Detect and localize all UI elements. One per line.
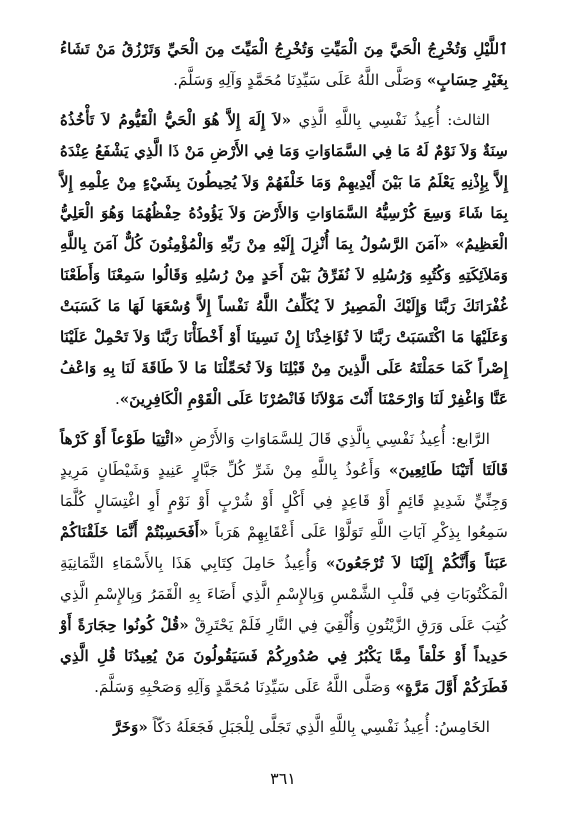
quran-verse: «ائْتِيَا طَوْعاً أَوْ كَرْهاً قَالَتَا أَتَيْنَا طَائِعِينَ» <box>60 430 508 479</box>
prose-text: الخَامِسُ: أُعِيذُ نَفْسِي بِاللَّهِ الَّذِي تَجَلَّى لِلْجَبَلِ فَجَعَلَهُ دَكّاً <box>147 718 490 736</box>
quran-verse: «لاَ إِلَهَ إِلاَّ هُوَ الْحَيُّ الْقَيُّومُ لاَ تَأْخُذُهُ سِنَةٌ وَلاَ نَوْمٌ لَهُ مَا فِي السَّمَاوَاتِ وَمَا فِي الأَرْضِ مَنْ ذَا الَّذِي يَشْفَعُ عِنْدَهُ إِلاَّ بِإِذْنِهِ يَعْلَمُ مَا بَيْنَ أَيْدِيهِمْ وَمَا خَلْفَهُمْ وَلاَ يُحِيطُونَ بِشَيْءٍ مِنْ عِلْمِهِ إِلاَّ بِمَا شَاءَ وَسِعَ كُرْسِيُّهُ السَّمَاوَاتِ وَالأَرْضَ وَلاَ يَؤُودُهُ حِفْظُهُمَا وَهُوَ الْعَلِيُّ الْعَظِيمُ» «آمَنَ الرَّسُولُ بِمَا أُنْزِلَ إِلَيْهِ مِنْ رَبِّهِ وَالْمُؤْمِنُونَ كُلٌّ آمَنَ بِاللَّهِ وَمَلاَئِكَتِهِ وَكُتُبِهِ وَرُسُلِهِ لاَ نُفَرِّقُ بَيْنَ أَحَدٍ مِنْ رُسُلِهِ وَقَالُوا سَمِعْنَا وَأَطَعْنَا غُفْرَانَكَ رَبَّنَا وَإِلَيْكَ الْمَصِيرُ لاَ يُكَلِّفُ اللَّهُ نَفْساً إِلاَّ وُسْعَهَا لَهَا مَا كَسَبَتْ وَعَلَيْهَا مَا اكْتَسَبَتْ رَبَّنَا لاَ تُؤَاخِذْنَا إِنْ نَسِينَا أَوْ أَخْطَأْنَا رَبَّنَا وَلاَ تَحْمِلْ عَلَيْنَا إِصْراً كَمَا حَمَلْتَهُ عَلَى الَّذِينَ مِنْ قَبْلِنَا وَلاَ تُحَمِّلْنَا مَا لاَ طَاقَةَ لَنَا بِهِ وَاعْفُ عَنَّا وَاغْفِرْ لَنَا وَارْحَمْنَا أَنْتَ مَوْلاَنَا فَانْصُرْنَا عَلَى الْقَوْمِ الْكَافِرِينَ» <box>60 111 508 408</box>
paragraph-fifth <box>60 712 508 743</box>
paragraph-fourth <box>60 424 508 703</box>
prose-text: وَأُعِيذُ حَامِلَ كِتَابِي هَذَا بِالأَسْمَاءِ الثَّمَانِيَةِ الْمَكْتُوبَاتِ فِي قَلْبِ الشَّمْسِ وَبِالإِسْمِ الَّذِي أَضَاءَ بِهِ الْقَمَرُ وَبِالإِسْمِ الَّذِي كُتِبَ عَلَى وَرَقِ الزَّيْتُونِ وَأُلْقِيَ فِي النَّارِ فَلَمْ يَحْتَرِقْ <box>60 554 508 634</box>
prose-text: وَصَلَّى اللَّهُ عَلَى سَيِّدِنَا مُحَمَّدٍ وَآلِهِ وَسَلَّمَ. <box>173 71 427 89</box>
paragraph-continuation <box>60 34 508 96</box>
prose-text: وَأَعُوذُ بِاللَّهِ مِنْ شَرِّ كُلِّ جَبَّارٍ عَنِيدٍ وَشَيْطَانٍ مَرِيدٍ وَجِنِّيٍّ شَدِيدٍ قَائِمٍ أَوْ قَاعِدٍ فِي أَكْلٍ أَوْ شُرْبٍ أَوْ نَوْمٍ أَوِ اغْتِسَالٍ كُلَّمَا سَمِعُوا بِذِكْرِ آيَاتِ اللَّهِ تَوَلَّوْا عَلَى أَعْقَابِهِمْ هَرَباً <box>60 461 508 541</box>
quran-verse: «قُلْ كُونُوا حِجَارَةً أَوْ حَدِيداً أَوْ خَلْقاً مِمَّا يَكْبُرُ فِي صُدُورِكُمْ فَسَيَقُولُونَ مَنْ يُعِيدُنَا قُلِ الَّذِي فَطَرَكُمْ أَوَّلَ مَرَّةٍ» <box>60 616 508 696</box>
prose-text: الثالث: أُعِيذُ نَفْسِي بِاللَّهِ الَّذِي <box>291 111 490 129</box>
paragraph-third <box>60 105 508 415</box>
quran-verse: «وَخَرَّ <box>113 718 148 736</box>
quran-verse: «أَفَحَسِبْتُمْ أَنَّمَا خَلَقْنَاكُمْ عَبَثاً وَأَنَّكُمْ إِلَيْنَا لاَ تُرْجَعُونَ» <box>60 523 508 572</box>
page-body <box>60 34 508 768</box>
page-number: ٣٦١ <box>270 769 296 788</box>
prose-text: . <box>114 390 120 408</box>
prose-text: الرَّابع: أُعِيذُ نَفْسِي بِالَّذِي قَالَ لِلسَّمَاوَاتِ وَالأَرْضِ <box>183 430 490 448</box>
prose-text: وَصَلَّى اللَّهُ عَلَى سَيِّدِنَا مُحَمَّدٍ وَآلِهِ وَصَحْبِهِ وَسَلَّمَ. <box>94 678 396 696</box>
quran-verse: ٱللَّيْلِ وَتُخْرِجُ الْحَيَّ مِنَ الْمَيِّتِ وَتُخْرِجُ الْمَيِّتَ مِنَ الْحَيِّ وَتَرْزُقُ مَنْ تَشَاءُ بِغَيْرِ حِسَابٍ» <box>60 40 508 89</box>
